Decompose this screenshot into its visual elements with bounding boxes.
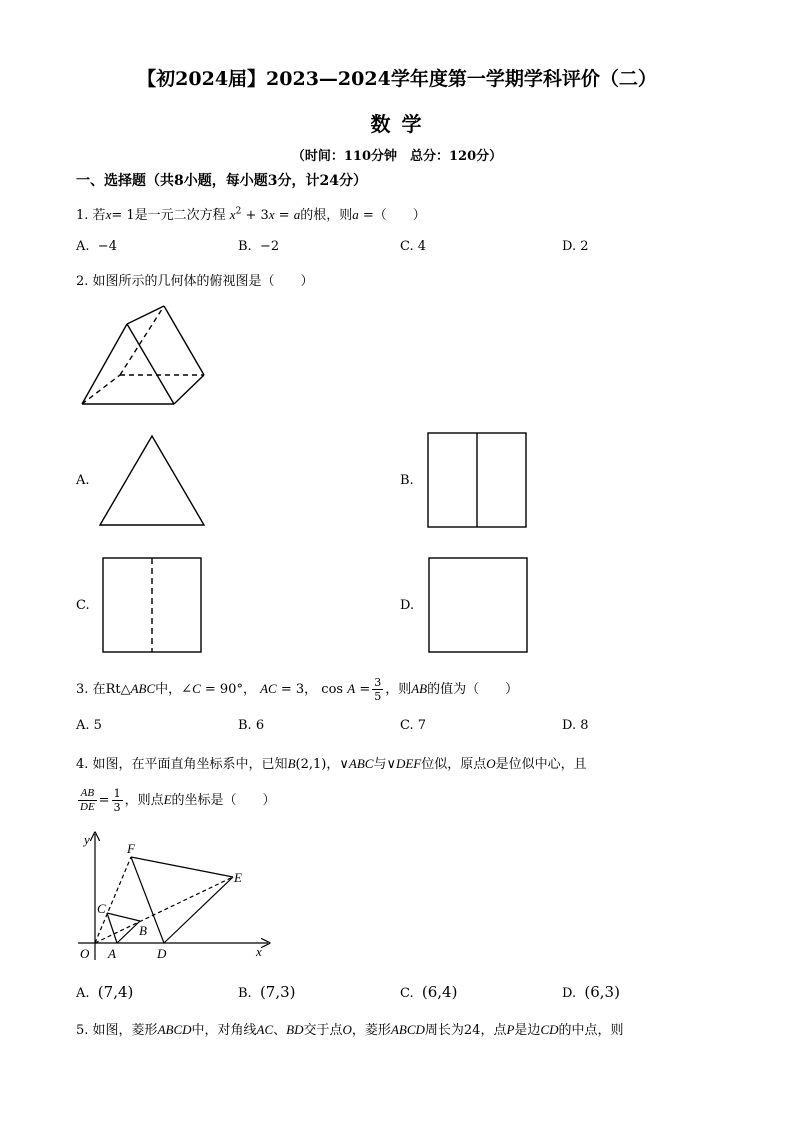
option-value: −2 (259, 239, 280, 254)
option-label: C. (400, 986, 414, 1001)
q1-eq-rest: + 3 (245, 208, 269, 223)
q3-rt: Rt△ (105, 682, 131, 697)
q1-a-eq: = (362, 208, 374, 223)
q3-ab: AB (411, 681, 428, 696)
q4-text-3: 与 (373, 757, 387, 772)
q1-text-1: 若 (92, 208, 106, 223)
q1-eq-a: a (293, 207, 301, 222)
q3-angle: ∠ (181, 682, 193, 697)
option-value: 6 (255, 718, 265, 733)
q5-abcd: ABCD (157, 1022, 192, 1037)
q4-def: DEF (395, 756, 422, 771)
q1-eq-x: x (229, 207, 236, 222)
q3-number: 3. (76, 682, 89, 697)
q1-text-2: 是一元二次方程 (134, 208, 226, 223)
option-label: C. (400, 239, 414, 254)
q4-text-1: 如图，在平面直角坐标系中，已知 (92, 757, 288, 772)
q3-frac-den: 5 (374, 690, 382, 703)
q5-number: 5. (76, 1023, 89, 1038)
q5-text-8: 是边 (514, 1023, 541, 1038)
q3-deg: = 90°， (204, 682, 256, 697)
label-f: F (127, 841, 135, 856)
q1-eq-exp: 2 (235, 206, 242, 217)
q1-number: 1. (76, 208, 89, 223)
page-title: 【初2024届】2023—2024学年度第一学期学科评价（二） (137, 68, 657, 90)
option-label: B. (238, 718, 252, 733)
q1-x: x (105, 207, 112, 222)
q5-text-3: 、 (273, 1023, 287, 1038)
option-value: 8 (580, 718, 589, 733)
q5-text-9: 的中点，则 (558, 1023, 624, 1038)
edge-de (164, 877, 233, 943)
q5-perimeter: 24 (463, 1023, 481, 1038)
q4-eq: = (98, 793, 110, 808)
q5-cd: CD (540, 1022, 559, 1037)
q4-text-5: 是位似中心，且 (495, 757, 587, 772)
question-2: 2. 如图所示的几何体的俯视图是（ ） (76, 274, 314, 289)
q2-option-d[interactable]: D. (400, 598, 415, 613)
option-label: C. (400, 718, 414, 733)
q2-option-c[interactable]: C. (76, 598, 90, 613)
q4-abc: ABC (348, 756, 374, 771)
q4-frac-num: AB (78, 788, 97, 801)
q4-option-c[interactable] (400, 983, 457, 1001)
q4-tri2: ∨ (386, 757, 396, 772)
q4-frac-den: DE (80, 801, 95, 813)
label-a: A (108, 946, 116, 961)
q1-a-sym: a (352, 207, 359, 222)
q1-text-4: （ ） (373, 208, 426, 223)
edge-ca (107, 913, 117, 943)
q5-p: P (506, 1022, 515, 1037)
q4-text-6: ，则点 (124, 793, 164, 808)
option-value: (6,4) (421, 983, 458, 1001)
edge-fd (131, 857, 164, 943)
q5-ac: AC (256, 1022, 274, 1037)
exam-info: （时间：110分钟 总分：120分） (291, 149, 503, 164)
option-label: B. (238, 986, 252, 1001)
label-o: O (80, 946, 90, 961)
option-value: (7,4) (97, 983, 134, 1001)
q2-option-a[interactable]: A. (76, 473, 90, 488)
option-label: D. (562, 986, 577, 1001)
q5-text-1: 如图，菱形 (92, 1023, 158, 1038)
option-value: (7,3) (259, 983, 296, 1001)
q4-option-b[interactable] (238, 983, 296, 1001)
q3-ac-val: = 3， (280, 682, 318, 697)
option-label: A. (76, 718, 90, 733)
q1-eq-x2: x (268, 207, 275, 222)
q4-ratio-num: 1 (113, 787, 121, 800)
q4-option-d[interactable] (562, 983, 620, 1001)
q4-b-coord: (2,1) (295, 757, 327, 772)
q4-b: B (287, 756, 296, 771)
option-value: 7 (417, 718, 427, 733)
label-x: x (256, 944, 262, 959)
q5-abcd2: ABCD (390, 1022, 425, 1037)
ray-oe (95, 877, 233, 943)
q5-bd: BD (286, 1022, 304, 1037)
option-label: A. (76, 239, 90, 254)
q1-eq-eq: = (278, 208, 290, 223)
subject-title: 数 学 (370, 112, 424, 136)
q3-frac-num: 3 (374, 676, 382, 689)
q4-tri1: ∨ (339, 757, 349, 772)
label-b: B (139, 923, 147, 938)
edge-cb (107, 913, 140, 921)
option-value: 2 (580, 239, 589, 254)
q3-text-4: 的值为（ ） (427, 682, 519, 697)
q4-text-2: ， (326, 757, 340, 772)
q2-option-b[interactable]: B. (400, 473, 414, 488)
q5-text-6: 周长为 (424, 1023, 464, 1038)
option-label: B. (238, 239, 252, 254)
section-heading: 一、选择题（共8小题，每小题3分，计24分） (76, 173, 367, 189)
q3-eq: = (359, 682, 371, 697)
label-c: C (97, 901, 106, 916)
label-e: E (234, 870, 242, 885)
option-label: A. (76, 986, 90, 1001)
option-value: 4 (417, 239, 427, 254)
q3-text-3: ，则 (385, 682, 412, 697)
question-5 (76, 1019, 624, 1038)
option-label: D. (562, 239, 577, 254)
q5-text-7: ，点 (480, 1023, 507, 1038)
q3-c: C (192, 681, 201, 696)
q4-number: 4. (76, 757, 89, 772)
option-value: 5 (93, 718, 102, 733)
q3-a: A (347, 681, 356, 696)
edge-ab (117, 921, 140, 943)
q4-ratio-den: 3 (113, 801, 121, 814)
option-value: (6,3) (584, 983, 620, 1001)
q4-o: O (486, 756, 496, 771)
q4-option-a[interactable] (76, 983, 133, 1001)
q3-text-1: 在 (92, 682, 106, 697)
q1-x-val: = 1 (111, 208, 135, 223)
label-y: y (84, 832, 90, 847)
q3-abc: ABC (130, 681, 156, 696)
q3-ac: AC (260, 681, 277, 696)
q5-text-2: 中，对角线 (191, 1023, 257, 1038)
edge-fe (131, 857, 233, 877)
q1-text-3: 的根，则 (300, 208, 353, 223)
q4-text-4: 位似，原点 (421, 757, 487, 772)
q5-text-5: ，菱形 (351, 1023, 391, 1038)
q5-o: O (342, 1022, 352, 1037)
q4-text-7: 的坐标是（ ） (171, 793, 276, 808)
q3-cos: cos (321, 682, 344, 697)
q4-e: E (163, 792, 172, 807)
label-d: D (157, 946, 167, 961)
option-value: −4 (97, 239, 117, 254)
q5-text-4: 交于点 (303, 1023, 343, 1038)
q3-text-2: 中， (155, 682, 182, 697)
option-label: D. (562, 718, 577, 733)
